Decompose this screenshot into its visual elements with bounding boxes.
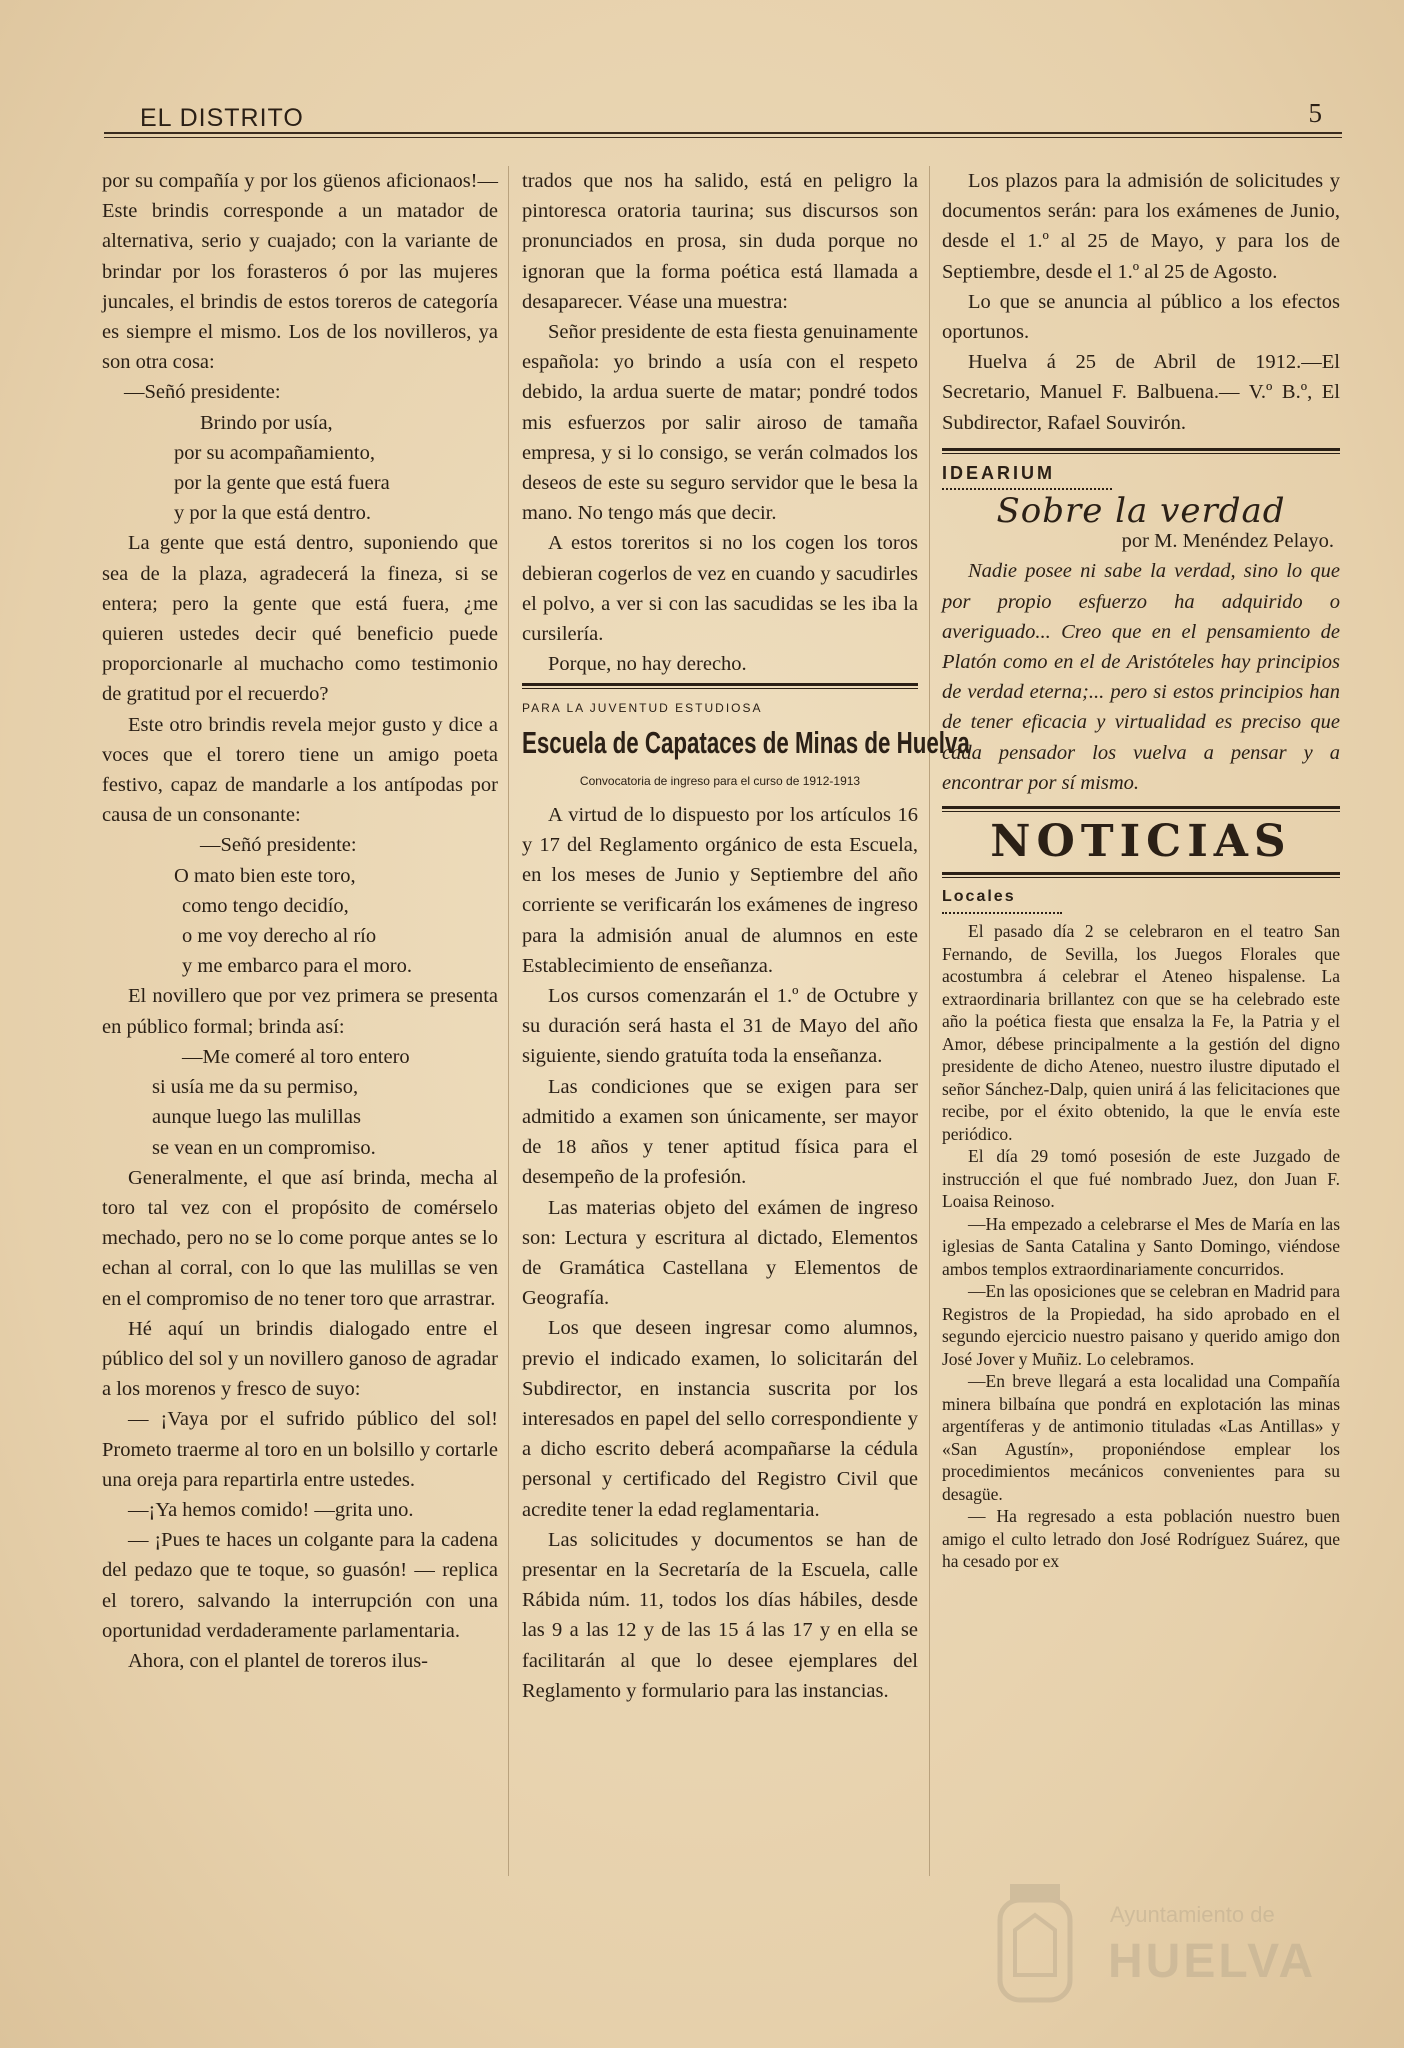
paragraph: Las solicitudes y documentos se han de presentar en la Secretaría de la Escuela, calle Rábida núm. 11, todos los días hábiles, desde las 9 a las 12 y de las 15 á las 17 y en ella se facilitarán al que lo desee ejemplares del Reglamento y formulario para las instancias. — [522, 1528, 918, 1702]
paragraph: Las condiciones que se exigen para ser admitido a examen son únicamente, ser mayor de 18 años y tener aptitud física para el desempeño de la profesión. — [522, 1075, 918, 1189]
idearium-text: Nadie posee ni sabe la verdad, sino lo que por propio esfuerzo ha adquirido o averiguado... Creo que en el pensamiento de Platón como en el de Aristóteles hay principios de verdad eterna;... pero si estos principios han de tener eficacia y virtualidad es preciso que cada pensador los vuelva a pensar y a encontrar por sí mismo. — [942, 560, 1340, 794]
verse-line: —Me comeré al toro entero — [182, 1045, 410, 1068]
verse-line: por su acompañamiento, — [174, 441, 375, 464]
paragraph: —¡Ya hemos comido! —grita uno. — [128, 1498, 414, 1521]
header-rule-thin — [104, 137, 1342, 138]
dotted-rule — [942, 488, 1112, 490]
watermark-line2: HUELVA — [1108, 1935, 1317, 1988]
idearium-title: Sobre la verdad — [996, 491, 1286, 532]
paragraph: trados que nos ha salido, está en peligro la pintoresca oratoria taurina; sus discursos son pronunciados en prosa, sin duda porque no ignoran que la forma poética está llamada a desaparecer. Véase una muestra: — [522, 170, 918, 313]
paragraph: El novillero que por vez primera se presenta en público formal; brinda así: — [102, 985, 498, 1038]
section-label: PARA LA JUVENTUD ESTUDIOSA — [522, 701, 763, 716]
verse-line: se vean en un compromiso. — [152, 1136, 376, 1159]
news-item: —Ha empezado a celebrarse el Mes de María en las iglesias de Santa Catalina y Santo Domingo, viéndose ambos templos extraordinariamente concurridos. — [942, 1213, 1340, 1279]
verse-line: —Señó presidente: — [200, 834, 357, 857]
idearium-label: IDEARIUM — [942, 462, 1055, 483]
paragraph: — ¡Pues te haces un colgante para la cadena del pedazo que te toque, so guasón! — replica el torero, salvando la interrupción con una oportunidad verdaderamente parlamentaria. — [102, 1529, 498, 1642]
page-number: 5 — [1308, 98, 1322, 128]
verse-line: y me embarco para el moro. — [182, 955, 412, 978]
paragraph: Los plazos para la admisión de solicitudes y documentos serán: para los exámenes de Junio, desde el 1.º al 25 de Mayo, y para los de Septiembre, desde el 1.º al 25 de Agosto. — [942, 170, 1340, 283]
article-subtitle: Convocatoria de ingreso para el curso de 1912-1913 — [579, 773, 861, 788]
coat-of-arms-icon — [990, 1880, 1080, 2010]
verse-line: como tengo decidío, — [182, 894, 349, 917]
paragraph: por su compañía y por los güenos aficionaos!—Este brindis corresponde a un matador de alternativa, serio y cuajado; con la variante de brindar por los forasteros ó por las mujeres juncales, el brindis de estos toreros de categoría es siempre el mismo. Los de los novilleros, ya son otra cosa: — [102, 170, 498, 374]
verse-line: —Señó presidente: — [124, 381, 281, 404]
column-divider — [508, 166, 509, 1876]
news-item: —En las oposiciones que se celebran en Madrid para Registros de la Propiedad, ha sido aprobado en el segundo ejercicio nuestro paisano y querido amigo don José Jover y Muñiz. Lo celebramos. — [942, 1281, 1340, 1369]
verse-line: y por la que está dentro. — [174, 502, 371, 525]
paragraph: A estos toreritos si no los cogen los toros debieran cogerlos de vez en cuando y sacudirles el polvo, a ver si con las sacudidas se les iba la cursilería. — [522, 532, 918, 646]
verse-line: O mato bien este toro, — [174, 864, 356, 887]
page-header — [104, 100, 1342, 140]
paragraph: A virtud de lo dispuesto por los artículos 16 y 17 del Reglamento orgánico de esta Escuela, en los meses de Junio y Septiembre del año corriente se verificarán los exámenes de ingreso para la admisión anual de alumnos en este Establecimiento de enseñanza. — [522, 803, 918, 977]
section-rule — [942, 872, 1340, 878]
archive-watermark — [990, 1880, 1330, 2030]
news-item: — Ha regresado a esta población nuestro buen amigo el culto letrado don José Rodríguez Suárez, que ha cesado por ex — [942, 1506, 1340, 1572]
paragraph: Señor presidente de esta fiesta genuinamente española: yo brindo a usía con el respeto debido, la ardua suerte de matar; pondré todos mis esfuerzos por salir airoso de tamaña empresa, y si lo consigo, se verán colmados los deseos de este su seguro servidor que le besa la mano. No tengo más que decir. — [522, 321, 918, 525]
paragraph: Ahora, con el plantel de toreros ilus- — [128, 1649, 429, 1672]
noticias-title: NOTICIAS — [990, 816, 1292, 868]
paragraph: Hé aquí un brindis dialogado entre el público del sol y un novillero ganoso de agradar a los morenos y fresco de suyo: — [102, 1317, 498, 1401]
watermark-line1: Ayuntamiento de — [1110, 1902, 1275, 1927]
paragraph: Este otro brindis revela mejor gusto y dice a voces que el torero tiene un amigo poeta festivo, capaz de mandarle a los antípodas por causa de un consonante: — [102, 713, 498, 827]
section-rule — [522, 683, 918, 689]
locales-label: Locales — [942, 888, 1016, 906]
verse-line: si usía me da su permiso, — [152, 1076, 359, 1099]
header-rule — [104, 132, 1342, 134]
column-2 — [522, 166, 970, 1706]
paragraph: Generalmente, el que así brinda, mecha al toro tal vez con el propósito de comérselo mechado, pero no se lo come porque antes se lo echan al corral, con lo que las mulillas se ven en el compromiso de no tener toro que arrastrar. — [102, 1166, 498, 1310]
idearium-author: por M. Menéndez Pelayo. — [1121, 530, 1334, 553]
news-item: —En breve llegará a esta localidad una Compañía minera bilbaína que pondrá en explotación las minas argentíferas y de antimonio tituladas «Las Antillas» y «San Agustín», proponiéndose emplear los procedimientos mecánicos convenientes para su desagüe. — [942, 1371, 1340, 1504]
article-title: Escuela de Capataces de Minas de Huelva — [522, 724, 970, 760]
paragraph: — ¡Vaya por el sufrido público del sol! Prometo traerme al toro en un bolsillo y cortarle una oreja para repartirla entre ustedes. — [102, 1408, 498, 1491]
verse-line: por la gente que está fuera — [174, 472, 390, 495]
news-item: El día 29 tomó posesión de este Juzgado de instrucción el que fué nombrado Juez, don Juan F. Loaisa Reinoso. — [942, 1146, 1340, 1212]
paragraph: Las materias objeto del exámen de ingreso son: Lectura y escritura al dictado, Elementos de Gramática Castellana y Elementos de Geografía. — [522, 1196, 918, 1310]
paragraph: Los que deseen ingresar como alumnos, previo el indicado examen, lo solicitarán del Subdirector, en instancia suscrita por los interesados en papel del sello correspondiente y a dicho escrito deberá acompañarse la cédula personal y certificado del Registro Civil que acredite tener la edad reglamentaria. — [522, 1317, 918, 1521]
news-list — [942, 920, 1340, 1573]
news-item: El pasado día 2 se celebraron en el teatro San Fernando, de Sevilla, los Juegos Florales que acostumbra á celebrar el Ateneo hispalense. La extraordinaria brillantez con que se ha celebrado este año la poética fiesta que ensalza la Fe, la Patria y el Amor, débese principalmente a la gestión del digno presidente de dicho Ateneo, nuestro ilustre diputado el señor Sánchez-Dalp, quien unirá á las felicitaciones que recibe, por el éxito obtenido, la que le envía este periódico. — [942, 921, 1340, 1144]
paragraph: La gente que está dentro, suponiendo que sea de la plaza, agradecerá la fineza, si se entera; pero la gente que está fuera, ¿me quieren ustedes decir qué beneficio puede proporcionarle al muchacho como testimonio de gratitud por el recuerdo? — [102, 532, 498, 706]
verse-line: Brindo por usía, — [200, 411, 333, 434]
paragraph: Lo que se anuncia al público a los efectos oportunos. — [942, 290, 1340, 344]
section-rule — [942, 806, 1340, 812]
signature-paragraph: Huelva á 25 de Abril de 1912.—El Secretario, Manuel F. Balbuena.— V.º B.º, El Subdirector, Rafael Souvirón. — [942, 351, 1340, 434]
column-3 — [942, 166, 1340, 1573]
paragraph: Los cursos comenzarán el 1.º de Octubre y su duración será hasta el 31 de Mayo del año siguiente, siendo gratuíta toda la enseñanza. — [522, 985, 918, 1068]
verse-line: o me voy derecho al río — [182, 925, 377, 948]
newspaper-title: EL DISTRITO — [140, 104, 304, 132]
column-1 — [102, 166, 498, 1676]
verse-line: aunque luego las mulillas — [152, 1106, 361, 1129]
section-rule — [942, 448, 1340, 454]
dotted-rule — [942, 912, 1062, 914]
column-divider — [929, 166, 930, 1876]
paragraph: Porque, no hay derecho. — [548, 653, 747, 676]
